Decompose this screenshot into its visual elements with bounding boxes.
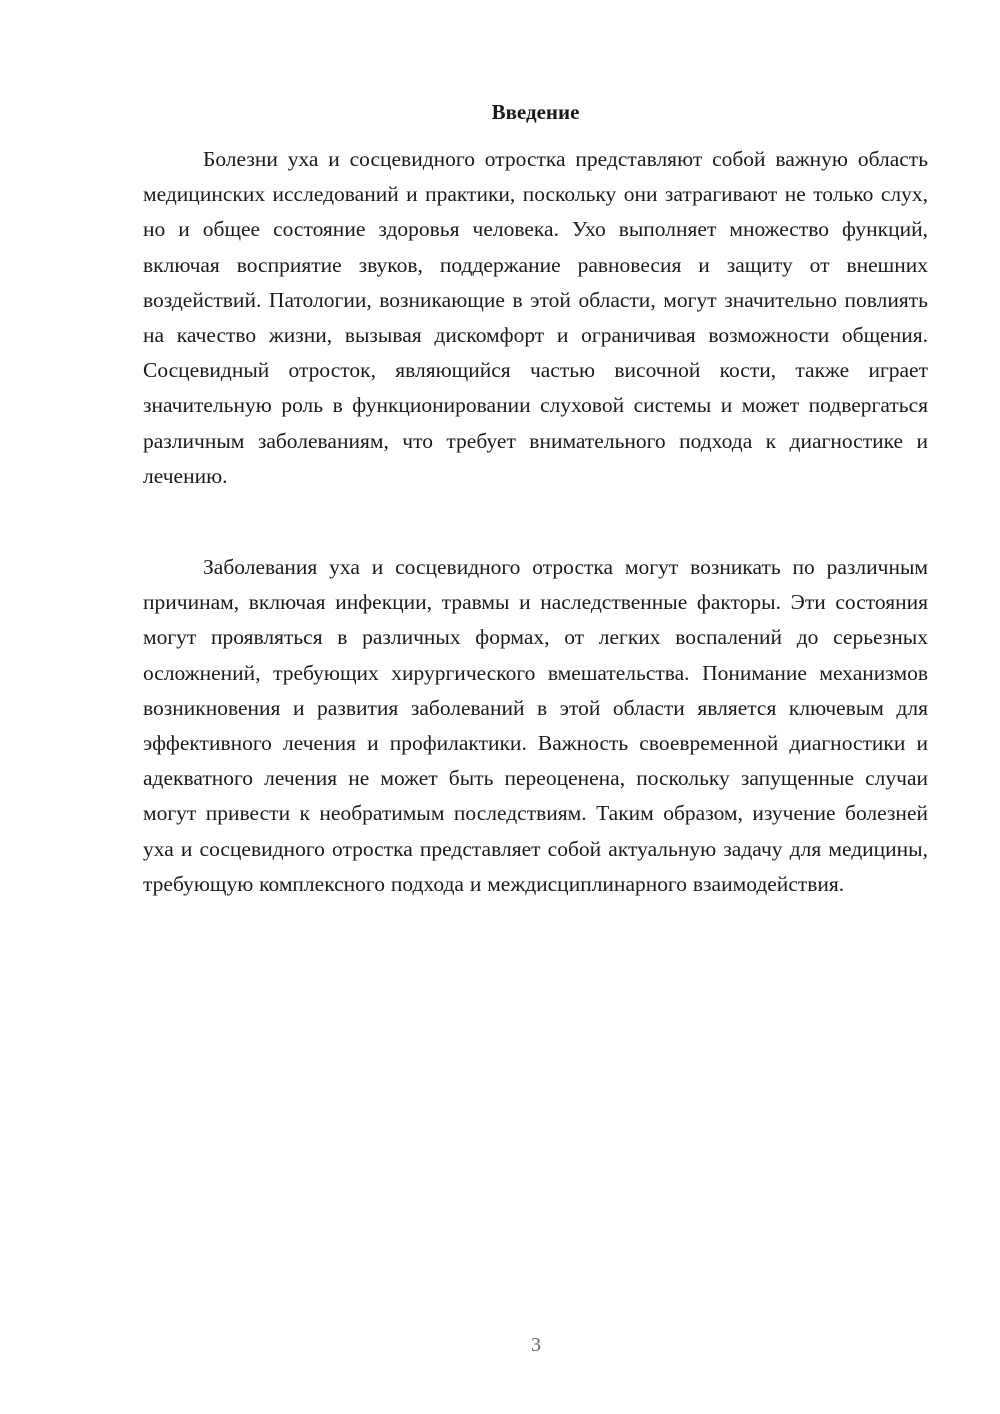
- page-title: Введение: [491, 100, 580, 124]
- page-number: 3: [531, 1334, 541, 1356]
- paragraph-causes: Заболевания уха и сосцевидного отростка могут возникать по различным причинам, включая инфекции, травмы и наследственные факторы. Эти состояния могут проявляться в различных формах, от легких воспалений до серьезных осложнений, требующих хирургического вмешательства. Понимание механизмов возникновения и развития заболеваний в этой области является ключевым для эффективного лечения и профилактики. Важность своевременной диагностики и адекватного лечения не может быть переоценена, поскольку запущенные случаи могут привести к необратимым последствиям. Таким образом, изучение болезней уха и сосцевидного отростка представляет собой актуальную задачу для медицины, требующую комплексного подхода и междисциплинарного взаимодействия.: [143, 555, 928, 896]
- paragraph-intro: Болезни уха и сосцевидного отростка представляют собой важную область медицинских исследований и практики, поскольку они затрагивают не только слух, но и общее состояние здоровья человека. Ухо выполняет множество функций, включая восприятие звуков, поддержание равновесия и защиту от внешних воздействий. Патологии, возникающие в этой области, могут значительно повлиять на качество жизни, вызывая дискомфорт и ограничивая возможности общения. Сосцевидный отросток, являющийся частью височной кости, также играет значительную роль в функционировании слуховой системы и может подвергаться различным заболеваниям, что требует внимательного подхода к диагностике и лечению.: [143, 147, 928, 488]
